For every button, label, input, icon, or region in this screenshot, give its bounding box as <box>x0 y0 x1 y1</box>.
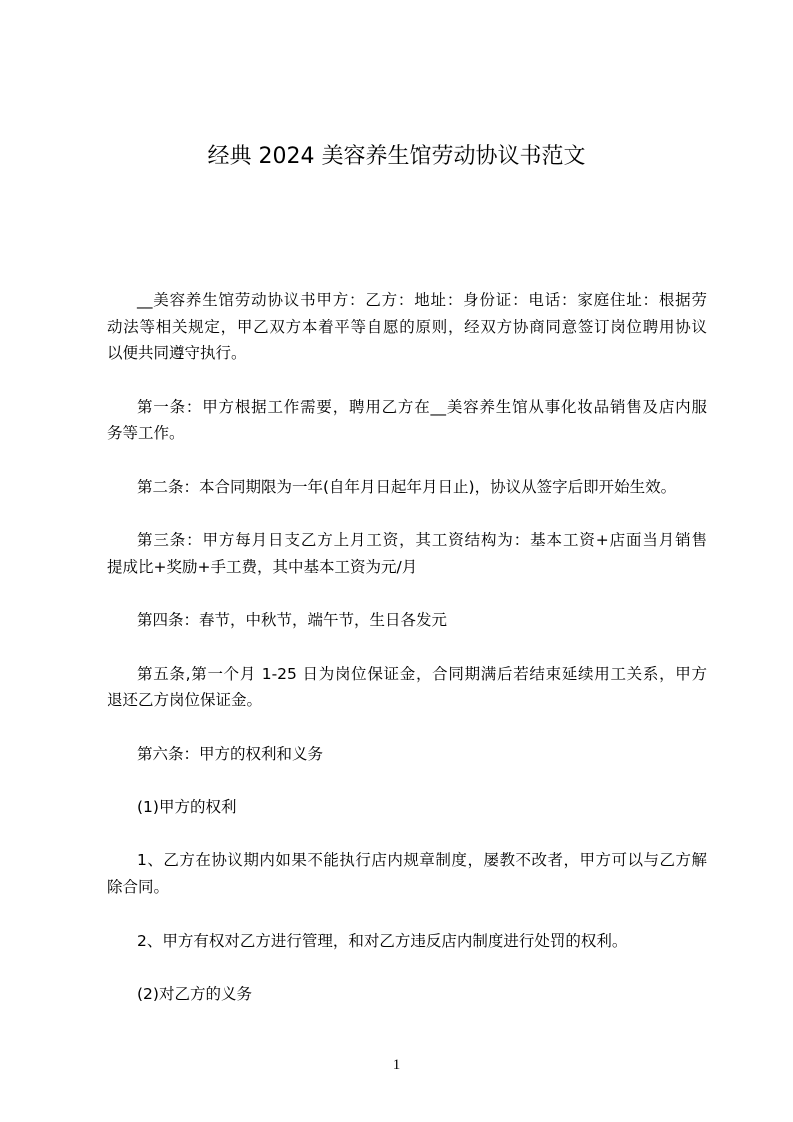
paragraph-line: 第二条：本合同期限为一年(自年月日起年月日止)，协议从签字后即开始生效。 <box>137 477 677 496</box>
paragraph-line: 第四条：春节，中秋节，端午节，生日各发元 <box>137 611 448 630</box>
paragraph-item-1 <box>107 847 707 900</box>
page-title: 经典 2024 美容养生馆劳动协议书范文 <box>207 144 586 169</box>
paragraph-line: 第三条：甲方每月日支乙方上月工资，其工资结构为：基本工资+店面当月销售 <box>137 531 707 550</box>
paragraph-subsection-2 <box>107 981 707 1008</box>
paragraph-line: (2)对乙方的义务 <box>137 984 252 1003</box>
page-number: 1 <box>392 1057 401 1073</box>
paragraph-subsection-1 <box>107 794 707 821</box>
paragraph-preamble <box>107 287 707 367</box>
paragraph-article-1 <box>107 394 707 447</box>
paragraph-line: 动法等相关规定，甲乙双方本着平等自愿的原则，经双方协商同意签订岗位聘用协议 <box>107 317 707 336</box>
paragraph-line: (1)甲方的权利 <box>137 798 237 817</box>
paragraph-line: 第一条：甲方根据工作需要，聘用乙方在__美容养生馆从事化妆品销售及店内服 <box>137 397 707 416</box>
paragraph-line: 第六条：甲方的权利和义务 <box>137 744 324 763</box>
paragraph-line: 务等工作。 <box>107 424 185 443</box>
document-body <box>107 287 707 1034</box>
paragraph-article-2 <box>107 474 707 501</box>
paragraph-line: 以便共同遵守执行。 <box>107 344 247 363</box>
paragraph-item-2 <box>107 928 707 955</box>
paragraph-line: 退还乙方岗位保证金。 <box>107 691 263 710</box>
paragraph-line: 除合同。 <box>107 878 170 897</box>
paragraph-article-3 <box>107 527 707 580</box>
paragraph-line: __美容养生馆劳动协议书甲方：乙方：地址：身份证：电话：家庭住址：根据劳 <box>137 291 707 309</box>
paragraph-line: 2、甲方有权对乙方进行管理，和对乙方违反店内制度进行处罚的权利。 <box>137 931 628 950</box>
paragraph-line: 第五条,第一个月 1-25 日为岗位保证金，合同期满后若结束延续用工关系，甲方 <box>137 664 707 683</box>
paragraph-article-5 <box>107 661 707 714</box>
paragraph-line: 1、乙方在协议期内如果不能执行店内规章制度，屡教不改者，甲方可以与乙方解 <box>137 851 707 870</box>
paragraph-line: 提成比+奖励+手工费，其中基本工资为元/月 <box>107 557 418 576</box>
paragraph-article-4 <box>107 607 707 634</box>
paragraph-article-6 <box>107 741 707 768</box>
